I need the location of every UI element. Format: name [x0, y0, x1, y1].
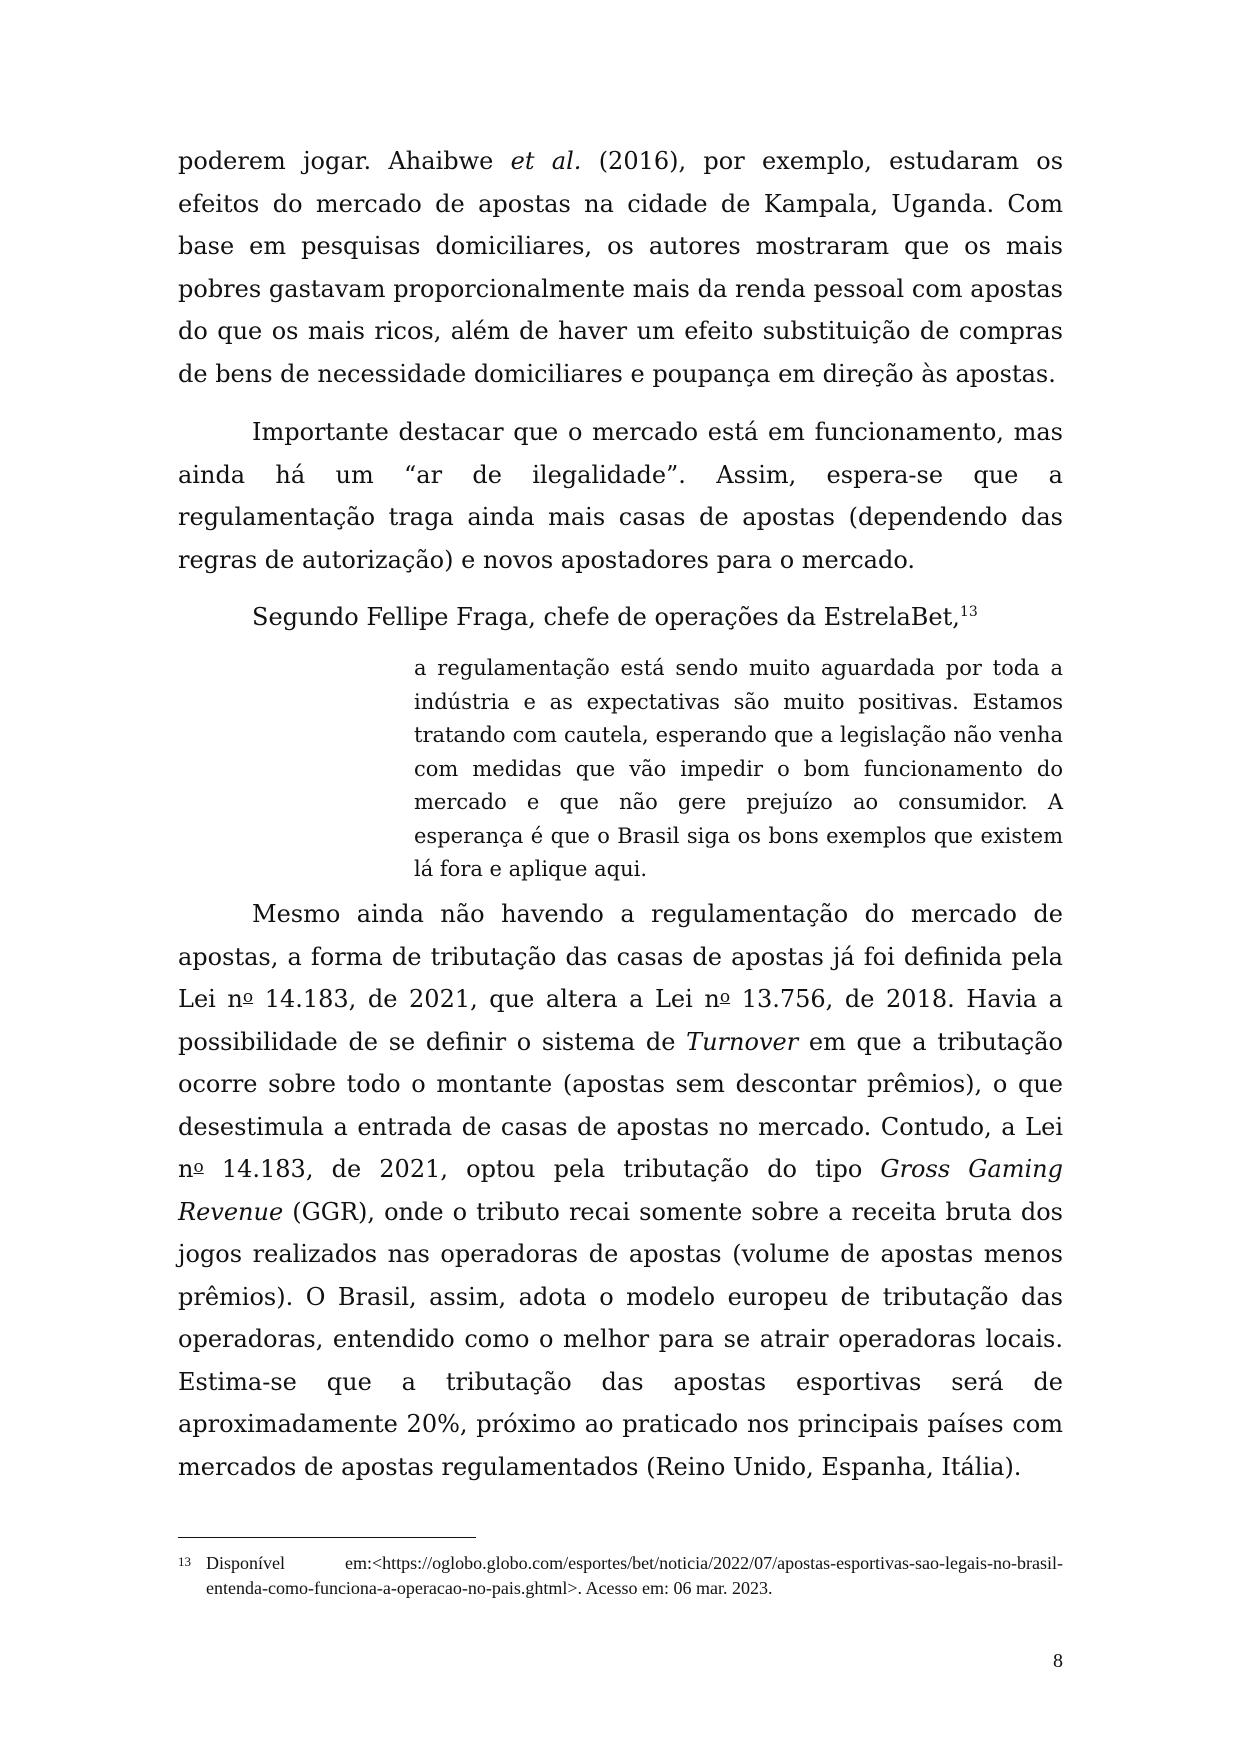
- text-run: (2016), por exemplo, estudaram os efeitos do mercado de apostas na cidade de Kampala, Uganda. Com base em pesquisas domiciliares, os autores mostraram que os mais pobres gastavam proporcionalmente mais da renda pessoal com apostas do que os mais ricos, além de haver um efeito substituição de compras de bens de necessidade domiciliares e poupança em direção às apostas.: [178, 147, 1064, 388]
- footnote-separator: [178, 1537, 476, 1538]
- footnote-text: Disponível em:<https://oglobo.globo.com/esportes/bet/noticia/2022/07/apostas-esportivas-sao-legais-no-brasil-entenda-como-funciona-a-operacao-no-pais.ghtml>. Acesso em: 06 mar. 2023.: [206, 1553, 1063, 1598]
- text-run: poderem jogar. Ahaibwe: [178, 147, 511, 175]
- text-run: (GGR), onde o tributo recai somente sobre a receita bruta dos jogos realizados nas operadoras de apostas (volume de apostas menos prêmios). O Brasil, assim, adota o modelo europeu de tributação das operadoras, entendido como o melhor para se atrair operadoras locais. Estima-se que a tributação das apostas esportivas será de aproximadamente 20%, próximo ao praticado nos principais países com mercados de apostas regulamentados (Reino Unido, Espanha, Itália).: [178, 1197, 1063, 1481]
- paragraph-1: [178, 140, 1063, 395]
- text-run: 14.183, de 2021, que altera a Lei n: [253, 985, 720, 1013]
- paragraph-2: Importante destacar que o mercado está em funcionamento, mas ainda há um “ar de ilegalidade”. Assim, espera-se que a regulamentação traga ainda mais casas de apostas (dependendo das regras de autorização) e novos apostadores para o mercado.: [178, 418, 1063, 574]
- text-run: Mesmo ainda não havendo a regulamentação do mercado de apostas, a forma de tributação das casas de apostas já foi definida pela Lei n: [178, 900, 1063, 1013]
- italic-term: Gross Gaming Revenue: [178, 1155, 1063, 1226]
- text-run: 13.756, de 2018. Havia a possibilidade de se definir o sistema de: [178, 985, 1063, 1056]
- footnote-marker: 13: [178, 1554, 191, 1569]
- block-quote: a regulamentação está sendo muito aguardada por toda a indústria e as expectativas são muito positivas. Estamos tratando com cautela, esperando que a legislação não venha com medidas que vão impedir o bom funcionamento do mercado e que não gere prejuízo ao consumidor. A esperança é que o Brasil siga os bons exemplos que existem lá fora e aplique aqui.: [414, 656, 1063, 881]
- paragraph-4: [178, 893, 1063, 1488]
- paragraph-quote-intro: [178, 596, 1063, 639]
- text-run: 14.183, de 2021, optou pela tributação do tipo: [203, 1155, 881, 1183]
- numero-sign: o: [242, 987, 254, 1007]
- numero-sign: o: [719, 987, 731, 1007]
- quote-intro-text: Segundo Fellipe Fraga, chefe de operações da EstrelaBet,: [252, 603, 960, 631]
- page-number: 8: [1053, 1650, 1063, 1672]
- footnote-reference-13[interactable]: 13: [959, 604, 978, 620]
- footnote-13: [178, 1551, 1063, 1601]
- numero-sign: o: [193, 1157, 204, 1177]
- italic-term: et al.: [510, 147, 582, 175]
- italic-term: Turnover: [686, 1027, 799, 1056]
- text-run: em que a tributação ocorre sobre todo o montante (apostas sem descontar prêmios), o que desestimula a entrada de casas de apostas no mercado. Contudo, a Lei n: [178, 1027, 1063, 1183]
